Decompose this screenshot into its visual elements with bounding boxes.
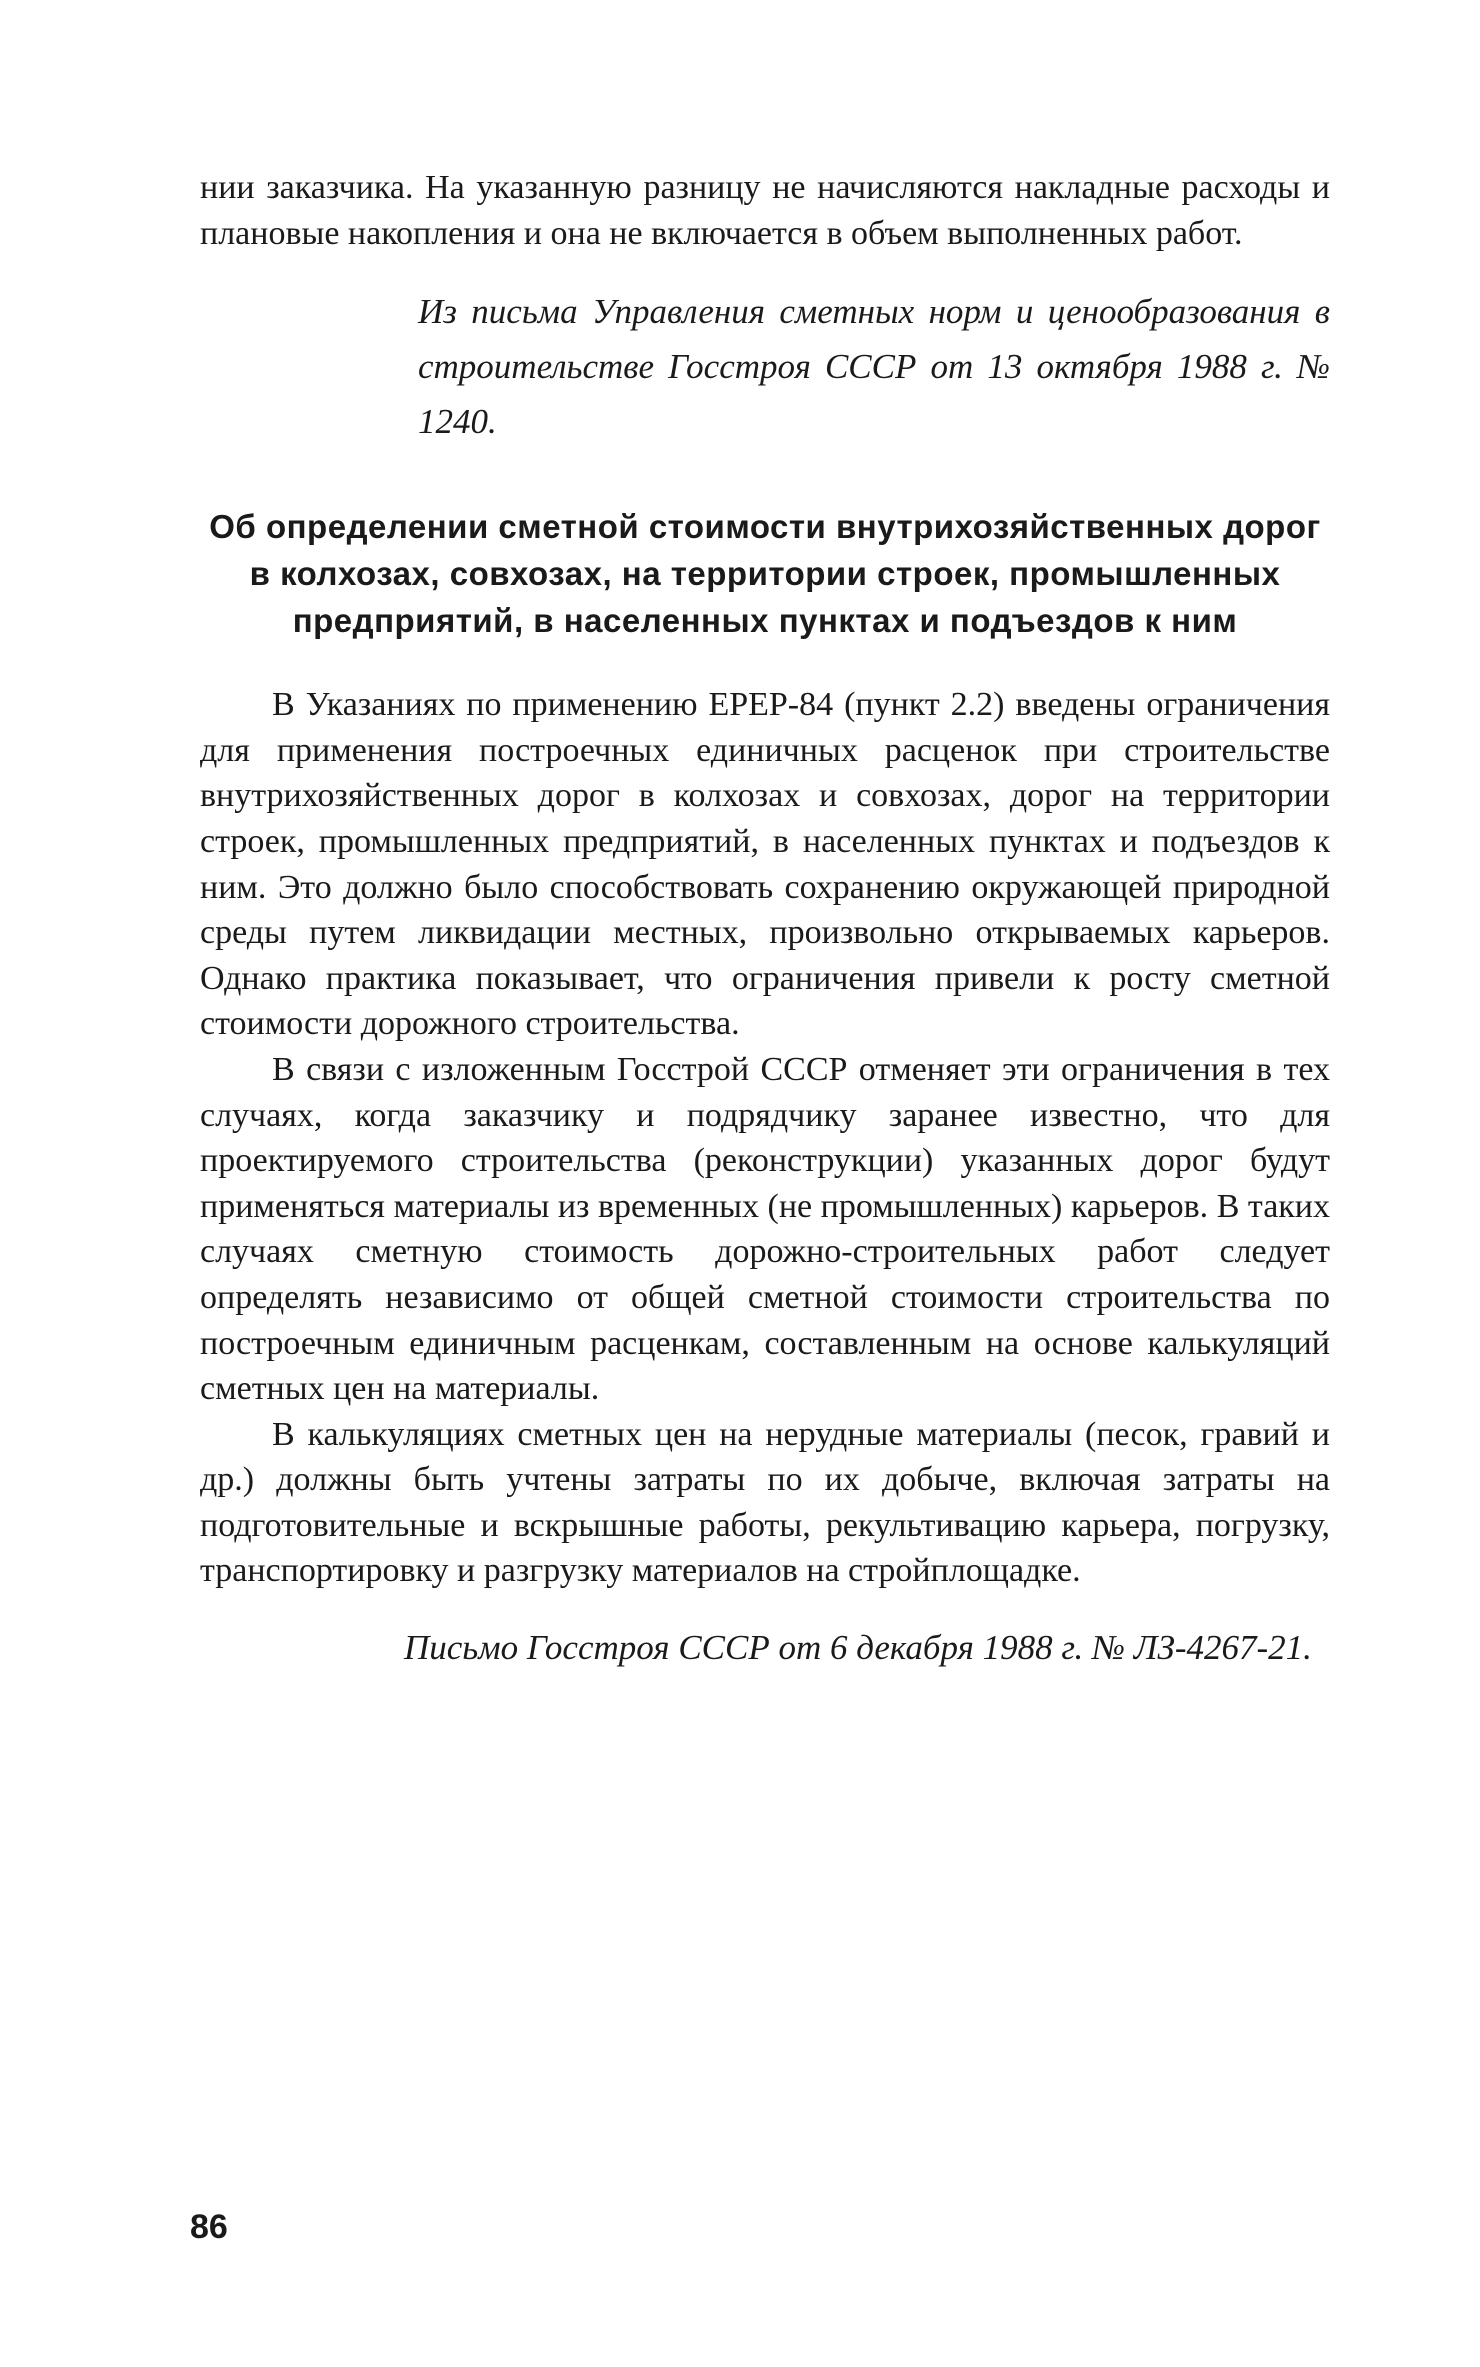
page-number: 86 (190, 2208, 228, 2246)
source-citation: Письмо Госстроя СССР от 6 декабря 1988 г. № ЛЗ-4267-21. (404, 1628, 1312, 1668)
source-citation: Из письма Управления сметных норм и ценообразования в строительстве Госстроя СССР от 13 октября 1988 г. № 1240. (418, 292, 1330, 442)
section-heading: Об определении сметной стоимости внутрихозяйственных дорог в колхозах, совхозах, на территории строек, промышленных предприятий, в населенных пунктах и подъездов к ним (209, 508, 1321, 640)
continued-paragraph: нии заказчика. На указанную разницу не начисляются накладные расходы и плановые накопления и она не включается в объем выполненных работ. (200, 169, 1330, 252)
body-paragraph: В калькуляциях сметных цен на нерудные материалы (песок, гравий и др.) должны быть учтены затраты по их добыче, включая затраты на подготовительные и вскрышные работы, рекультивацию карьера, погрузку, транспортировку и разгрузку материалов на стройплощадке. (200, 1415, 1330, 1590)
body-paragraph: В Указаниях по применению ЕРЕР-84 (пункт 2.2) введены ограничения для применения построечных единичных расценок при строительстве внутрихозяйственных дорог в колхозах и совхозах, дорог на территории строек, промышленных предприятий, в населенных пунктах и подъездов к ним. Это должно было способствовать сохранению окружающей природной среды путем ликвидации местных, произвольно открываемых карьеров. Однако практика показывает, что ограничения привели к росту сметной стоимости дорожного строительства. (200, 686, 1330, 1043)
document-page (200, 165, 1330, 1675)
body-paragraph: В связи с изложенным Госстрой СССР отменяет эти ограничения в тех случаях, когда заказчику и подрядчику заранее известно, что для проектируемого строительства (реконструкции) указанных дорог будут применяться материалы из временных (не промышленных) карьеров. В таких случаях сметную стоимость дорожно-строительных работ следует определять независимо от общей сметной стоимости строительства по построечным единичным расценкам, составленным на основе калькуляций сметных цен на материалы. (200, 1050, 1330, 1408)
